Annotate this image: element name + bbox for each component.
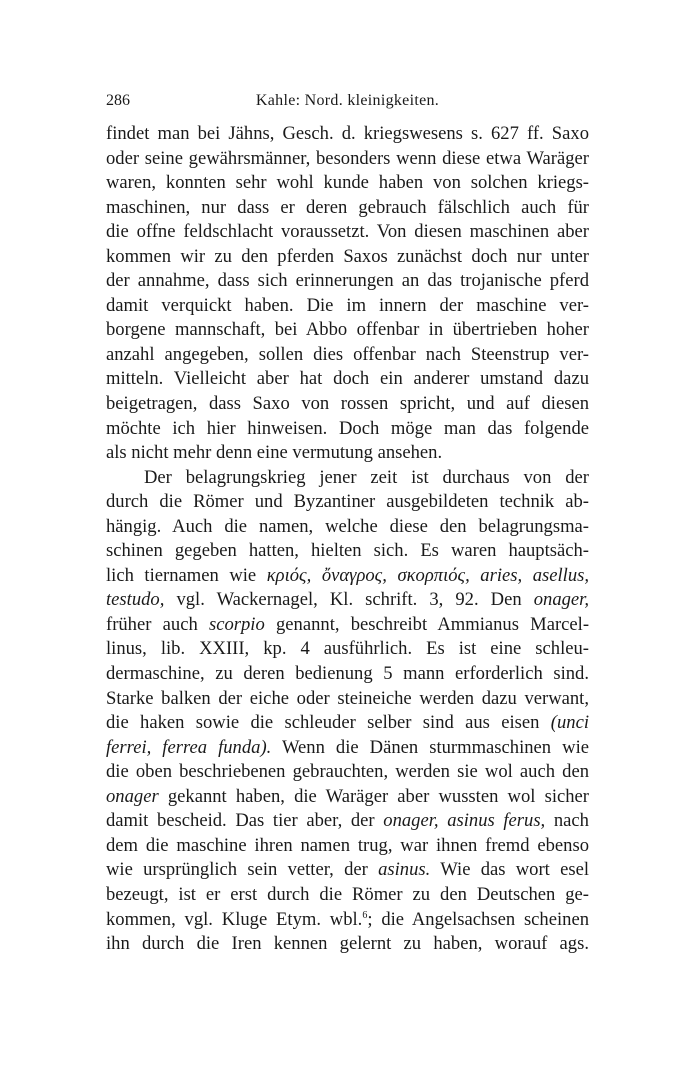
text-line: maschinen, nur dass er deren gebrauch fälschlich auch für	[106, 196, 589, 218]
text-line: bezeugt, ist er erst durch die Römer zu den Deutschen ge-	[106, 883, 589, 905]
text-line: Starke balken der eiche oder steineiche werden dazu verwant,	[106, 687, 589, 709]
text-segment: gekannt haben, die Waräger aber wussten wol sicher	[167, 785, 589, 807]
latin-term: ferrei, ferrea funda).	[106, 736, 272, 758]
text-line: mitteln. Vielleicht aber hat doch ein anderer umstand dazu	[106, 368, 589, 390]
text-line: durch die Römer und Byzantiner ausgebildeten technik ab-	[106, 491, 589, 513]
text-line	[106, 588, 589, 613]
latin-term: onager, asinus ferus,	[383, 810, 546, 832]
text-line: dermaschine, zu deren bedienung 5 mann erforderlich sind.	[106, 663, 589, 685]
text-line: findet man bei Jähns, Gesch. d. kriegswesens s. 627 ff. Saxo	[106, 123, 589, 144]
text-segment: ; die Angelsachsen scheinen	[367, 908, 589, 930]
latin-term: onager	[106, 785, 159, 807]
text-line	[106, 711, 589, 736]
text-line: der annahme, dass sich erinnerungen an das trojanische pferd	[106, 270, 589, 292]
text-segment: genannt, beschreibt Ammianus Marcel-	[276, 613, 590, 635]
latin-term: asinus.	[378, 859, 431, 881]
text-line	[106, 785, 589, 810]
running-title: Kahle: Nord. kleinigkeiten.	[255, 92, 440, 109]
text-line: ihn durch die Iren kennen gelernt zu haben, worauf ags.	[106, 933, 589, 955]
text-line: dem die maschine ihren namen trug, war ihnen fremd ebenso	[106, 834, 589, 856]
text-segment: vgl. Wackernagel, Kl. schrift. 3, 92. Den	[176, 589, 534, 611]
text-line: beigetragen, dass Saxo von rossen spricht, und auf diesen	[106, 393, 589, 415]
text-line: damit verquickt haben. Die im innern der maschine ver-	[106, 294, 589, 316]
paragraph-start-line: Der belagrungskrieg jener zeit ist durchaus von der	[144, 466, 589, 488]
text-line: die oben beschriebenen gebrauchten, werden sie wol auch den	[106, 761, 589, 783]
text-line	[106, 908, 589, 933]
text-segment: lich tiernamen wie	[106, 564, 267, 586]
greek-term: κριός,	[266, 564, 312, 586]
latin-term: scorpio	[208, 613, 265, 635]
text-segment: die haken sowie die schleuder selber sind aus eisen	[106, 712, 551, 734]
text-line: kommen wir zu den pferden Saxos zunächst doch nur unter	[106, 245, 589, 267]
text-line: hängig. Auch die namen, welche diese den belagrungsma-	[106, 515, 589, 537]
edition-superscript: 6	[362, 909, 368, 921]
text-line	[106, 564, 589, 589]
paragraph-end-line: als nicht mehr denn eine vermutung ansehen.	[106, 442, 443, 464]
body-text	[106, 122, 589, 957]
text-segment: nach	[553, 810, 589, 832]
latin-term: testudo,	[106, 589, 165, 611]
running-head	[106, 90, 589, 116]
latin-term: aries,	[480, 564, 523, 586]
text-line: möchte ich hier hinweisen. Doch möge man das folgende	[106, 417, 589, 439]
text-line: die offne feldschlacht voraussetzt. Von diesen maschinen aber	[106, 221, 589, 243]
text-line: waren, konnten sehr wohl kunde haben von solchen kriegs-	[106, 172, 589, 194]
latin-term: onager,	[533, 589, 589, 611]
text-line: anzahl angegeben, sollen dies offenbar nach Steenstrup ver-	[106, 343, 589, 365]
text-segment: damit bescheid. Das tier aber, der	[106, 810, 384, 832]
text-line: oder seine gewährsmänner, besonders wenn diese etwa Waräger	[106, 147, 589, 169]
latin-term: asellus,	[532, 564, 590, 586]
page-number: 286	[106, 92, 130, 109]
text-line: linus, lib. XXIII, kp. 4 ausführlich. Es ist eine schleu-	[106, 638, 589, 660]
text-segment: Wenn die Dänen sturmmaschinen wie	[281, 736, 589, 758]
greek-term: σκορπιός,	[397, 564, 470, 586]
text-segment: kommen, vgl. Kluge Etym. wbl.	[106, 908, 363, 930]
text-segment: früher auch	[106, 613, 209, 635]
text-line: schinen gegeben hatten, hielten sich. Es waren hauptsäch-	[106, 540, 589, 562]
text-segment: Wie das wort esel	[440, 859, 590, 881]
greek-term: ὄναγρος,	[321, 564, 387, 586]
text-line: borgene mannschaft, bei Abbo offenbar in übertrieben hoher	[106, 319, 589, 341]
text-line	[106, 613, 589, 638]
latin-term: (unci	[550, 712, 589, 734]
text-line	[106, 736, 589, 761]
text-line	[106, 858, 589, 883]
book-page	[106, 90, 589, 957]
text-line	[106, 809, 589, 834]
text-segment: wie ursprünglich sein vetter, der	[106, 859, 379, 881]
